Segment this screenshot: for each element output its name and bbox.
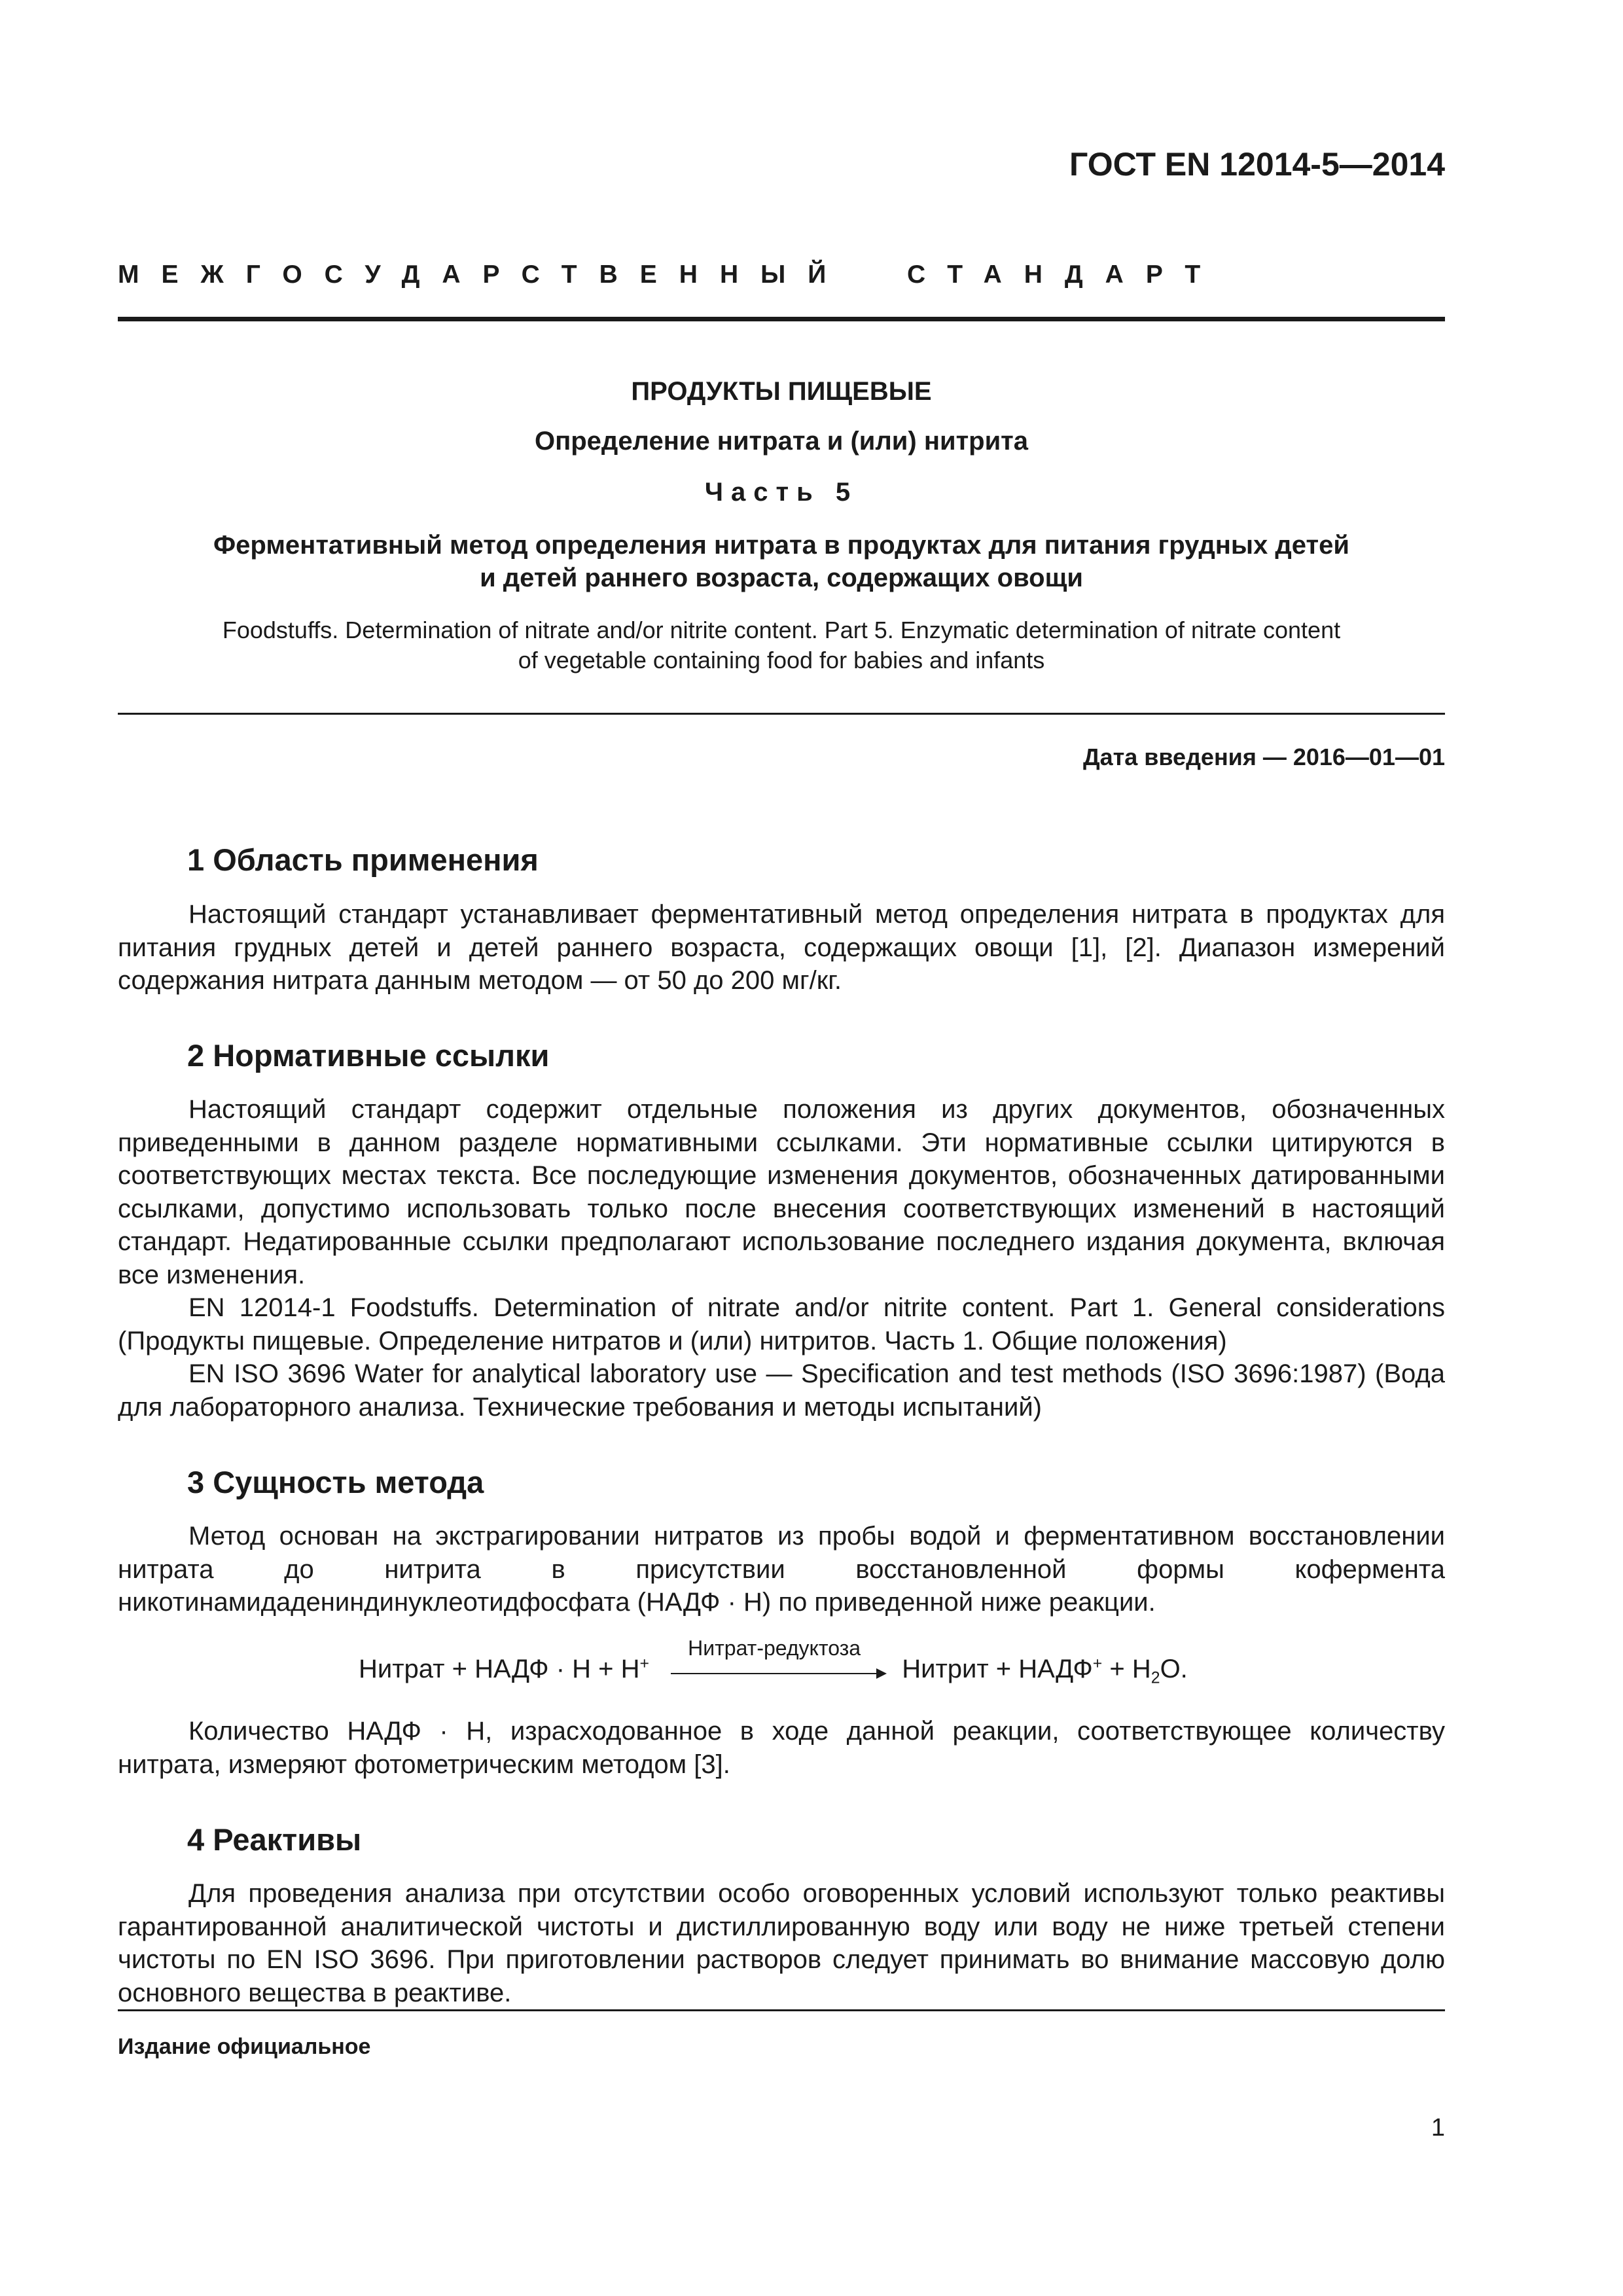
normative-reference-en-iso-3696: EN ISO 3696 Water for analytical laboratory use — Specification and test methods (ISO 3696:1987) (Вода для лабораторного анализа. Технические требования и методы испытаний) (118, 1359, 1445, 1422)
reaction-water-a: + Н (1102, 1655, 1151, 1683)
section-2-heading: 2 Нормативные ссылки (187, 1038, 550, 1073)
title-part: Часть 5 (704, 478, 859, 507)
section-3-body-2 (118, 1715, 1445, 1781)
title-english-line-2: of vegetable containing food for babies and infants (518, 647, 1045, 673)
title-description-line-1: Ферментативный метод определения нитрата в продуктах для питания грудных детей (213, 531, 1349, 560)
reaction-products: Нитрит + НАДФ (902, 1655, 1093, 1683)
reaction-equation (359, 1636, 1188, 1689)
title-rule (118, 713, 1445, 715)
footer-rule (118, 2009, 1445, 2011)
reaction-nadp-charge: + (1092, 1655, 1103, 1673)
title-english-line-1: Foodstuffs. Determination of nitrate and/or nitrite content. Part 5. Enzymatic determination of nitrate content (222, 617, 1341, 643)
reaction-water-subscript: 2 (1150, 1669, 1160, 1687)
title-main: ПРОДУКТЫ ПИЩЕВЫЕ (631, 377, 932, 406)
section-3-paragraph: Метод основан на экстрагировании нитратов из пробы водой и ферментативном восстановлении нитрата до нитрита в присутствии восстановленной формы кофермента никотинамидадениндинуклеотидфосфата (НАДФ · Н) по приведенной ниже реакции. (118, 1522, 1445, 1617)
section-4-body (118, 1877, 1445, 2009)
section-1-heading: 1 Область применения (187, 842, 539, 877)
page-number: 1 (1431, 2114, 1445, 2142)
document-number: ГОСТ EN 12014-5—2014 (1069, 146, 1445, 183)
header-rule (118, 317, 1445, 321)
official-edition-label: Издание официальное (118, 2034, 371, 2059)
section-4-paragraph: Для проведения анализа при отсутствии особо оговоренных условий используют только реактивы гарантированной аналитической чистоты и дистиллированную воду или воду не ниже третьей степени чистоты по EN ISO 3696. При приготовлении растворов следует принимать во внимание массовую долю основного вещества в реактиве. (118, 1879, 1445, 2007)
section-1-paragraph: Настоящий стандарт устанавливает ферментативный метод определения нитрата в продуктах для питания грудных детей и детей раннего возраста, содержащих овощи [1], [2]. Диапазон измерений содержания нитрата данным методом — от 50 до 200 мг/кг. (118, 900, 1445, 995)
reaction-arrow-line (671, 1673, 878, 1674)
introduction-date: Дата введения — 2016—01—01 (1082, 744, 1445, 770)
section-4-heading: 4 Реактивы (187, 1822, 362, 1857)
reaction-arrow-head (876, 1668, 887, 1679)
section-3-heading: 3 Сущность метода (187, 1465, 484, 1499)
reaction-water-b: О. (1160, 1655, 1188, 1683)
normative-reference-en-12014-1: EN 12014-1 Foodstuffs. Determination of nitrate and/or nitrite content. Part 1. General considerations (Продукты пищевые. Определение нитратов и (или) нитритов. Часть 1. Общие положения) (118, 1293, 1445, 1355)
reaction-enzyme-label: Нитрат-редуктоза (688, 1636, 861, 1660)
section-3-body (118, 1520, 1445, 1619)
section-3-paragraph-2: Количество НАДФ · Н, израсходованное в ходе данной реакции, соответствующее количеству нитрата, измеряют фотометрическим методом [3]. (118, 1717, 1445, 1779)
standard-type-banner: МЕЖГОСУДАРСТВЕННЫЙ СТАНДАРТ (118, 260, 1223, 289)
reaction-arrow (671, 1636, 887, 1683)
title-description-line-2: и детей раннего возраста, содержащих овощи (480, 564, 1083, 592)
section-1-body (118, 898, 1445, 997)
reaction-reactants: Нитрат + НАДФ · Н + Н (359, 1655, 640, 1683)
section-2-body (118, 1093, 1445, 1424)
reaction-proton-charge: + (639, 1655, 649, 1673)
section-2-paragraph: Настоящий стандарт содержит отдельные положения из других документов, обозначенных приведенными в данном разделе нормативными ссылками. Эти нормативные ссылки цитируются в соответствующих местах текста. Все последующие изменения документов, обозначенных датированными ссылками, допустимо использовать только после внесения соответствующих изменений в настоящий стандарт. Недатированные ссылки предполагают использование последнего издания документа, включая все изменения. (118, 1095, 1445, 1289)
title-subtitle: Определение нитрата и (или) нитрита (534, 427, 1029, 456)
